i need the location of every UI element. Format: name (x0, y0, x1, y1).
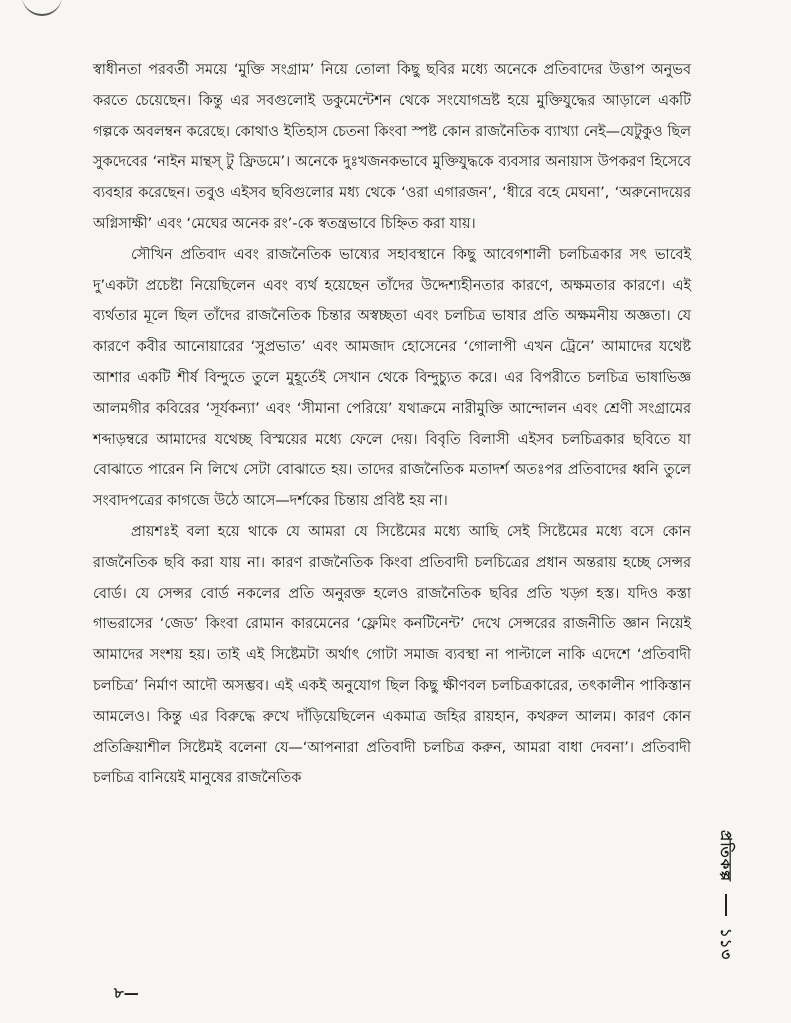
signature-mark: ৮— (114, 984, 139, 1002)
paragraph-3: প্রায়শঃই বলা হয়ে থাকে যে আমরা যে সিষ্টেমের মধ্যে আছি সেই সিষ্টেমের মধ্যে বসে কোন রাজনৈতিক ছবি করা যায় না। কারণ রাজনৈতিক কিংবা প্রতিবাদী চলচিত্রের প্রধান অন্তরায় হচ্ছে সেন্সর বোর্ড। যে সেন্সর বোর্ড নকলের প্রতি অনুরক্ত হলেও রাজনৈতিক ছবির প্রতি খড়্গ হস্ত। যদিও কস্তা গাভরাসের ‘জেড’ কিংবা রোমান কারমেনের ‘ফ্লেমিং কনটিনেন্ট’ দেখে সেন্সরের রাজনীতি জ্ঞান নিয়েই আমাদের সংশয় হয়। তাই এই সিষ্টেমটা অর্থাৎ গোটা সমাজ ব্যবস্থা না পাল্টালে নাকি এদেশে ‘প্রতিবাদী চলচিত্র’ নির্মাণ আদৌ অসম্ভব। এই একই অনুযোগ ছিল কিছু ক্ষীণবল চলচিত্রকারের, তৎকালীন পাকিস্তান আমলেও। কিন্তু এর বিরুদ্ধে রুখে দাঁড়িয়েছিলেন একমাত্র জহির রায়হান, কথরুল আলম। কারণ কোন প্রতিক্রিয়াশীল সিষ্টেমই বলেনা যে—‘আপনারা প্রতিবাদী চলচিত্র করুন, আমরা বাধা দেবনা’। প্রতিবাদী চলচিত্র বানিয়েই মানুষের রাজনৈতিক (93, 523, 691, 787)
paragraph-1: স্বাধীনতা পরবর্তী সময়ে ‘মুক্তি সংগ্রাম’ নিয়ে তোলা কিছু ছবির মধ্যে অনেকে প্রতিবাদের উত্তাপ অনুভব করতে চেয়েছেন। কিন্তু এর সবগুলোই ডকুমেন্টেশন থেকে সংযোগভ্রষ্ট হয়ে মুক্তিযুদ্ধের আড়ালে একটি গল্পকে অবলম্বন করেছে। কোথাও ইতিহাস চেতনা কিংবা স্পষ্ট কোন রাজনৈতিক ব্যাখ্যা নেই—যেটুকুও ছিল সুকদেবের ‘নাইন মান্থস্ টু ফ্রিডমে’। অনেকে দুঃখজনকভাবে মুক্তিযুদ্ধকে ব্যবসার অনায়াস উপকরণ হিসেবে ব্যবহার করেছেন। তবুও এইসব ছবিগুলোর মধ্য থেকে ‘ওরা এগারজন’, ‘ধীরে বহে মেঘনা’, ‘অরুনোদয়ের অগ্নিসাক্ষী’ এবং ‘মেঘের অনেক রং’-কে স্বতন্ত্রভাবে চিহ্নিত করা যায়। (93, 62, 691, 232)
running-head-title: প্রতিকল্প (717, 830, 735, 882)
body-text (93, 55, 691, 794)
running-head-divider (725, 894, 727, 916)
paragraph-2: সৌখিন প্রতিবাদ এবং রাজনৈতিক ভাষ্যের সহাবস্থানে কিছু আবেগশালী চলচিত্রকার সৎ ভাবেই দু’একটা প্রচেষ্টা নিয়েছিলেন এবং ব্যর্থ হয়েছেন তাঁদের উদ্দেশ্যহীনতার কারণে, অক্ষমতার কারণে। এই ব্যর্থতার মূলে ছিল তাঁদের রাজনৈতিক চিন্তার অস্বচ্ছতা এবং চলচিত্র ভাষার প্রতি অক্ষমনীয় অজ্ঞতা। যে কারণে কবীর আনোয়ারের ‘সুপ্রভাত’ এবং আমজাদ হোসেনের ‘গোলাপী এখন ট্রেনে’ আমাদের যথেষ্ট আশার একটি শীর্ষ বিন্দুতে তুলে মুহূর্তেই সেখান থেকে বিন্দুচ্যুত করে। এর বিপরীতে চলচিত্র ভাষাভিজ্ঞ আলমগীর কবিরের ‘সূর্যকন্যা’ এবং ‘সীমানা পেরিয়ে’ যথাক্রমে নারীমুক্তি আন্দোলন এবং শ্রেণী সংগ্রামের শব্দাড়ম্বরে আমাদের যথেচ্ছ বিস্ময়ের মধ্যে ফেলে দেয়। বিবৃতি বিলাসী এইসব চলচিত্রকার ছবিতে যা বোঝাতে পারেন নি লিখে সেটা বোঝাতে হয়। তাদের রাজনৈতিক মতাদর্শ অতঃপর প্রতিবাদের ধ্বনি তুলে সংবাদপত্রের কাগজে উঠে আসে—দর্শকের চিন্তায় প্রবিষ্ট হয় না। (93, 246, 691, 510)
running-head (714, 830, 739, 961)
page-number: ১১৩ (717, 928, 735, 961)
scan-corner-mark (22, 0, 62, 16)
